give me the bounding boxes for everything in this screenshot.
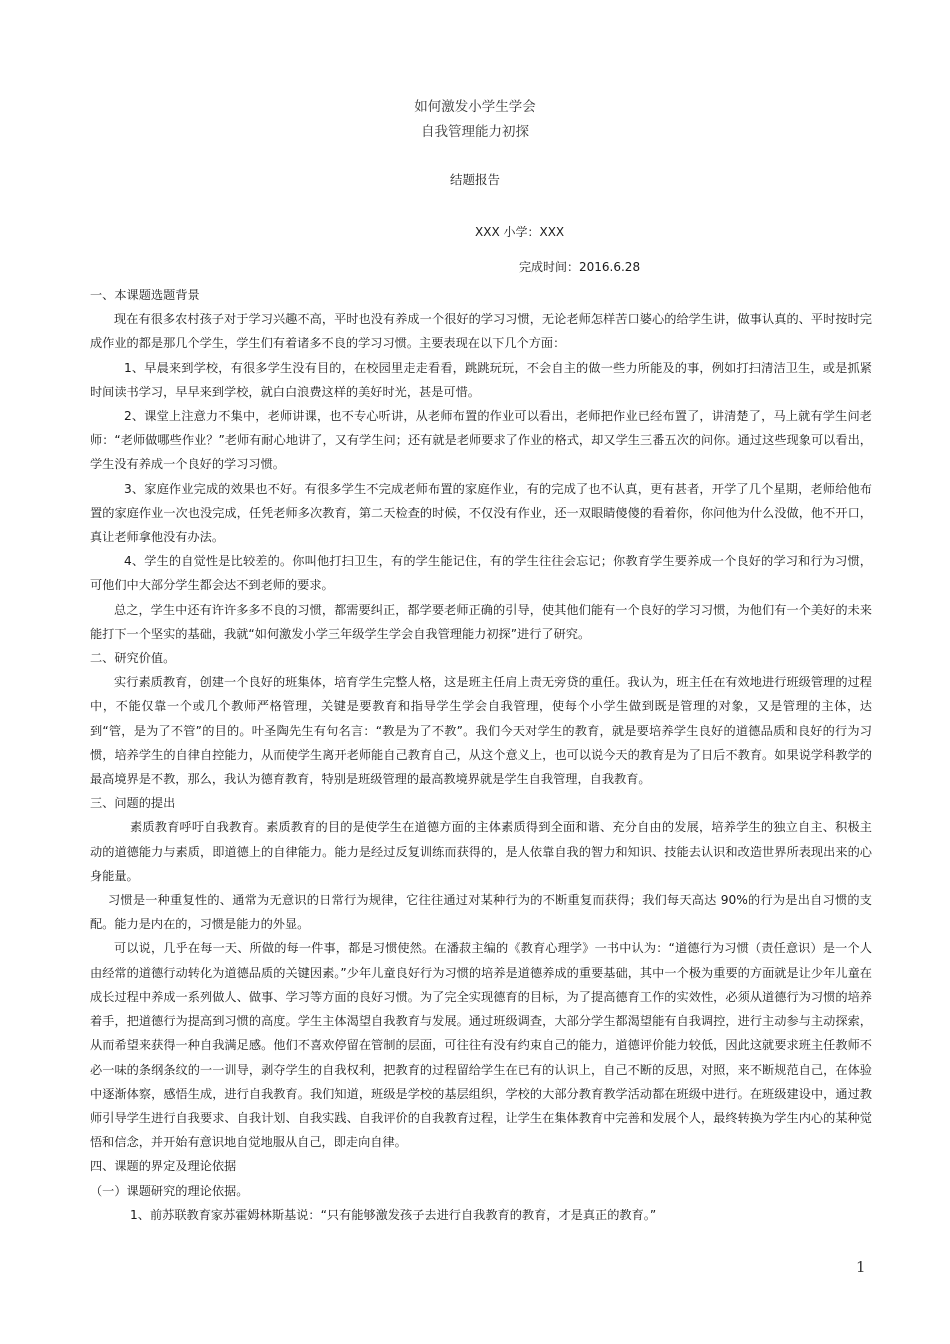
- paragraph: 实行素质教育，创建一个良好的班集体，培育学生完整人格，这是班主任肩上责无旁贷的重任。我认为，班主任在有效地进行班级管理的过程中，不能仅靠一个或几个教师严格管理，关键是要教育和指导学生学会自我管理，使每个小学生做到既是管理的对象，又是管理的主体，达到“管，是为了不管”的目的。叶圣陶先生有句名言：“教是为了不教”。我们今天对学生的教育，就是要培养学生良好的道德品质和良好的行为习惯，培养学生的自律自控能力，从而使学生离开老师能自己教育自己，从这个意义上，也可以说今天的教育是为了日后不教育。如果说学科教学的最高境界是不教，那么，我认为德育教育，特别是班级管理的最高教境界就是学生自我管理，自我教育。: [90, 675, 872, 787]
- section-heading: 三、问题的提出: [90, 796, 176, 811]
- paragraph: 1、早晨来到学校，有很多学生没有目的，在校园里走走看看，跳跳玩玩，不会自主的做一些力所能及的事，例如打扫清洁卫生，或是抓紧时间读书学习，早早来到学校，就白白浪费这样的美好时光，甚是可惜。: [90, 360, 872, 399]
- author-line: XXX 小学：XXX: [475, 225, 565, 239]
- completion-date: 完成时间：2016.6.28: [519, 260, 641, 274]
- doc-title-line2: 自我管理能力初探: [421, 124, 529, 140]
- section-heading: 二、研究价值。: [90, 651, 176, 666]
- report-label: 结题报告: [449, 172, 500, 187]
- paragraph: 现在有很多农村孩子对于学习兴趣不高，平时也没有养成一个很好的学习习惯，无论老师怎样苦口婆心的给学生讲，做事认真的、平时按时完成作业的都是那几个学生，学生们有着诸多不良的学习习惯。主要表现在以下几个方面：: [90, 312, 872, 351]
- paragraph: 可以说，几乎在每一天、所做的每一件事，都是习惯使然。在潘菽主编的《教育心理学》一书中认为：“道德行为习惯（责任意识）是一个人由经常的道德行动转化为道德品质的关键因素。”少年儿童良好行为习惯的培养是道德养成的重要基础，其中一个极为重要的方面就是让少年儿童在成长过程中养成一系列做人、做事、学习等方面的良好习惯。为了完全实现德育的目标，为了提高德育工作的实效性，必须从道德行为习惯的培养着手，把道德行为提高到习惯的高度。学生主体渴望自我教育与发展。通过班级调查，大部分学生都渴望能有自我调控，进行主动参与主动探索，从而希望来获得一种自我满足感。他们不喜欢停留在管制的层面，可往往有没有约束自己的能力，道德评价能力较低，因此这就要求班主任教师不必一味的条纲条纹的一一训导，剥夺学生的自我权利，把教育的过程留给学生在已有的认识上，自己不断的反思，对照，来不断规范自己，在体验中逐渐体察，感悟生成，进行自我教育。我们知道，班级是学校的基层组织，学校的大部分教育教学活动都在班级中进行。在班级建设中，通过教师引导学生进行自我要求、自我计划、自我实践、自我评价的自我教育过程，让学生在集体教育中完善和发展个人，最终转换为学生内心的某种觉悟和信念，并开始有意识地自觉地服从自己，即走向自律。: [90, 941, 872, 1150]
- paragraph: 4、学生的自觉性是比较差的。你叫他打扫卫生，有的学生能记住，有的学生往往会忘记；你教育学生要养成一个良好的学习和行为习惯，可他们中大部分学生都会达不到老师的要求。: [90, 554, 872, 593]
- paragraph: 3、家庭作业完成的效果也不好。有很多学生不完成老师布置的家庭作业，有的完成了也不认真，更有甚者，开学了几个星期，老师给他布置的家庭作业一次也没完成，任凭老师多次教育，第二天检查的时候，不仅没有作业，还一双眼睛傻傻的看着你，你问他为什么没做，他不开口，真让老师拿他没有办法。: [90, 481, 872, 545]
- page-number: 1: [856, 1258, 866, 1276]
- subsection-heading: （一）课题研究的理论依据。: [90, 1183, 249, 1198]
- section-heading: 四、课题的界定及理论依据: [90, 1159, 237, 1174]
- paragraph: 素质教育呼吁自我教育。素质教育的目的是使学生在道德方面的主体素质得到全面和谐、充分自由的发展，培养学生的独立自主、积极主动的道德能力与素质，即道德上的自律能力。能力是经过反复训练而获得的，是人依靠自我的智力和知识、技能去认识和改造世界所表现出来的心身能量。: [90, 820, 872, 883]
- paragraph: 1、前苏联教育家苏霍姆林斯基说：“只有能够激发孩子去进行自我教育的教育，才是真正的教育。”: [130, 1207, 657, 1222]
- document-body: [90, 283, 872, 1227]
- section-heading: 一、本课题选题背景: [90, 288, 200, 302]
- paragraph: 2、课堂上注意力不集中，老师讲课，也不专心听讲，从老师布置的作业可以看出，老师把作业已经布置了，讲清楚了，马上就有学生问老师：“老师做哪些作业？”老师有耐心地讲了，又有学生问；还有就是老师要求了作业的格式，却又学生三番五次的问你。通过这些现象可以看出，学生没有养成一个良好的学习习惯。: [90, 409, 872, 472]
- doc-title-line1: 如何激发小学生学会: [414, 99, 536, 115]
- paragraph: 总之，学生中还有许许多多不良的习惯，都需要纠正，都学要老师正确的引导，使其他们能有一个良好的学习习惯，为他们有一个美好的未来能打下一个坚实的基础，我就“如何激发小学三年级学生学会自我管理能力初探”进行了研究。: [90, 602, 872, 641]
- paragraph: 习惯是一种重复性的、通常为无意识的日常行为规律，它往往通过对某种行为的不断重复而获得；我们每天高达 90%的行为是出自习惯的支配。能力是内在的，习惯是能力的外显。: [90, 893, 872, 932]
